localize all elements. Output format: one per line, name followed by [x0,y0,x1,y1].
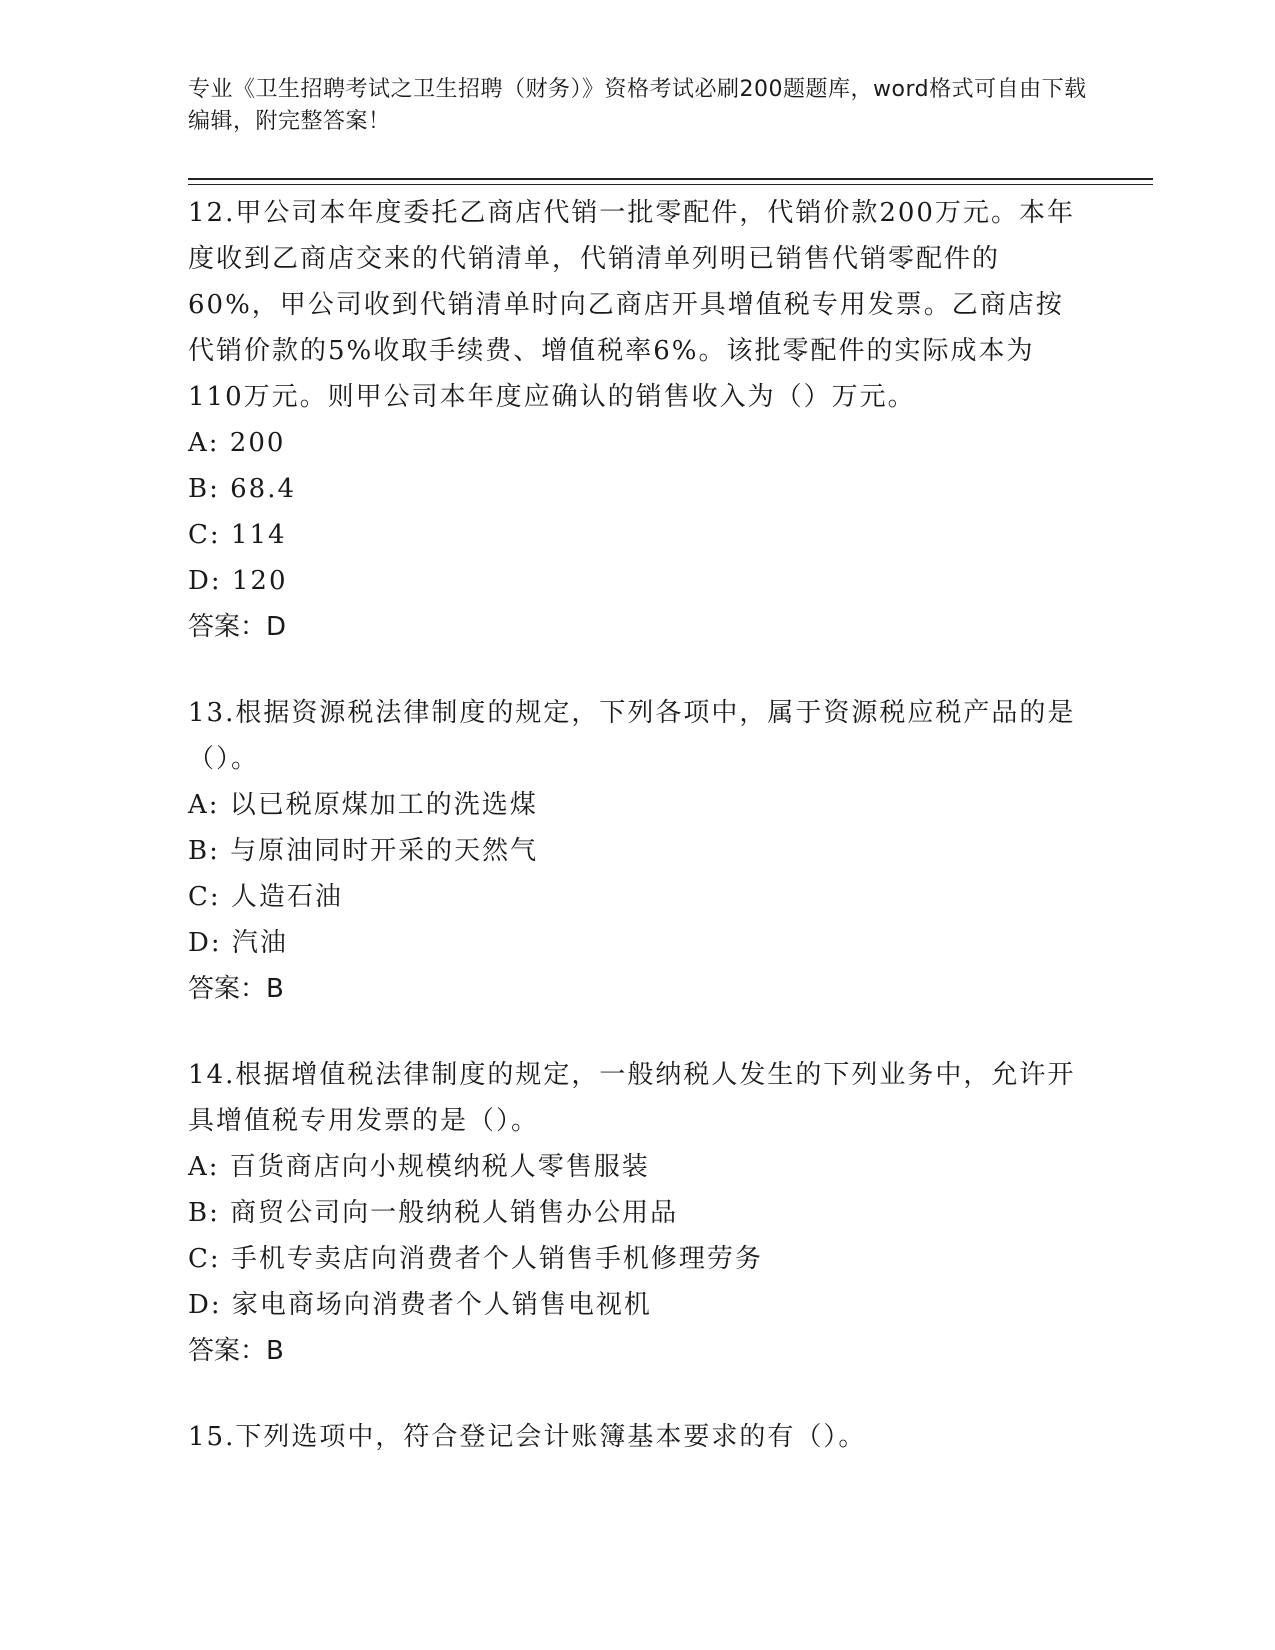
header-divider-thick [188,178,1153,180]
header-divider-thin [188,184,1153,185]
question-text: 13.根据资源税法律制度的规定，下列各项中，属于资源税应税产品的是（）。 [188,698,1076,774]
option-a: A: 百货商店向小规模纳税人零售服装 [188,1152,650,1182]
option-c: C: 114 [188,520,287,550]
option-b: B: 商贸公司向一般纳税人销售办公用品 [188,1198,679,1228]
question-14 [188,1052,1088,1374]
answer: 答案：D [188,612,287,642]
option-d: D: 120 [188,566,288,596]
option-b: B: 68.4 [188,474,297,504]
question-text: 12.甲公司本年度委托乙商店代销一批零配件，代销价款200万元。本年度收到乙商店交来的代销清单，代销清单列明已销售代销零配件的60%，甲公司收到代销清单时向乙商店开具增值税专用发票。乙商店按代销价款的5%收取手续费、增值税率6%。该批零配件的实际成本为110万元。则甲公司本年度应确认的销售收入为（）万元。 [188,198,1075,412]
option-a: A: 以已税原煤加工的洗选煤 [188,790,538,820]
question-text: 15.下列选项中，符合登记会计账簿基本要求的有（）。 [188,1422,867,1452]
document-header: 专业《卫生招聘考试之卫生招聘（财务）》资格考试必刷200题题库，word格式可自由下载编辑，附完整答案！ [188,77,1087,134]
answer: 答案：B [188,1336,284,1366]
option-b: B: 与原油同时开采的天然气 [188,836,539,866]
question-13 [188,690,1088,1012]
answer: 答案：B [188,974,284,1004]
question-15 [188,1414,1088,1460]
option-d: D: 汽油 [188,928,288,958]
option-a: A: 200 [188,428,286,458]
question-12 [188,190,1088,650]
question-text: 14.根据增值税法律制度的规定，一般纳税人发生的下列业务中，允许开具增值税专用发票的是（）。 [188,1060,1076,1136]
question-list [188,190,1088,1500]
option-d: D: 家电商场向消费者个人销售电视机 [188,1290,652,1320]
option-c: C: 人造石油 [188,882,343,912]
option-c: C: 手机专卖店向消费者个人销售手机修理劳务 [188,1244,763,1274]
